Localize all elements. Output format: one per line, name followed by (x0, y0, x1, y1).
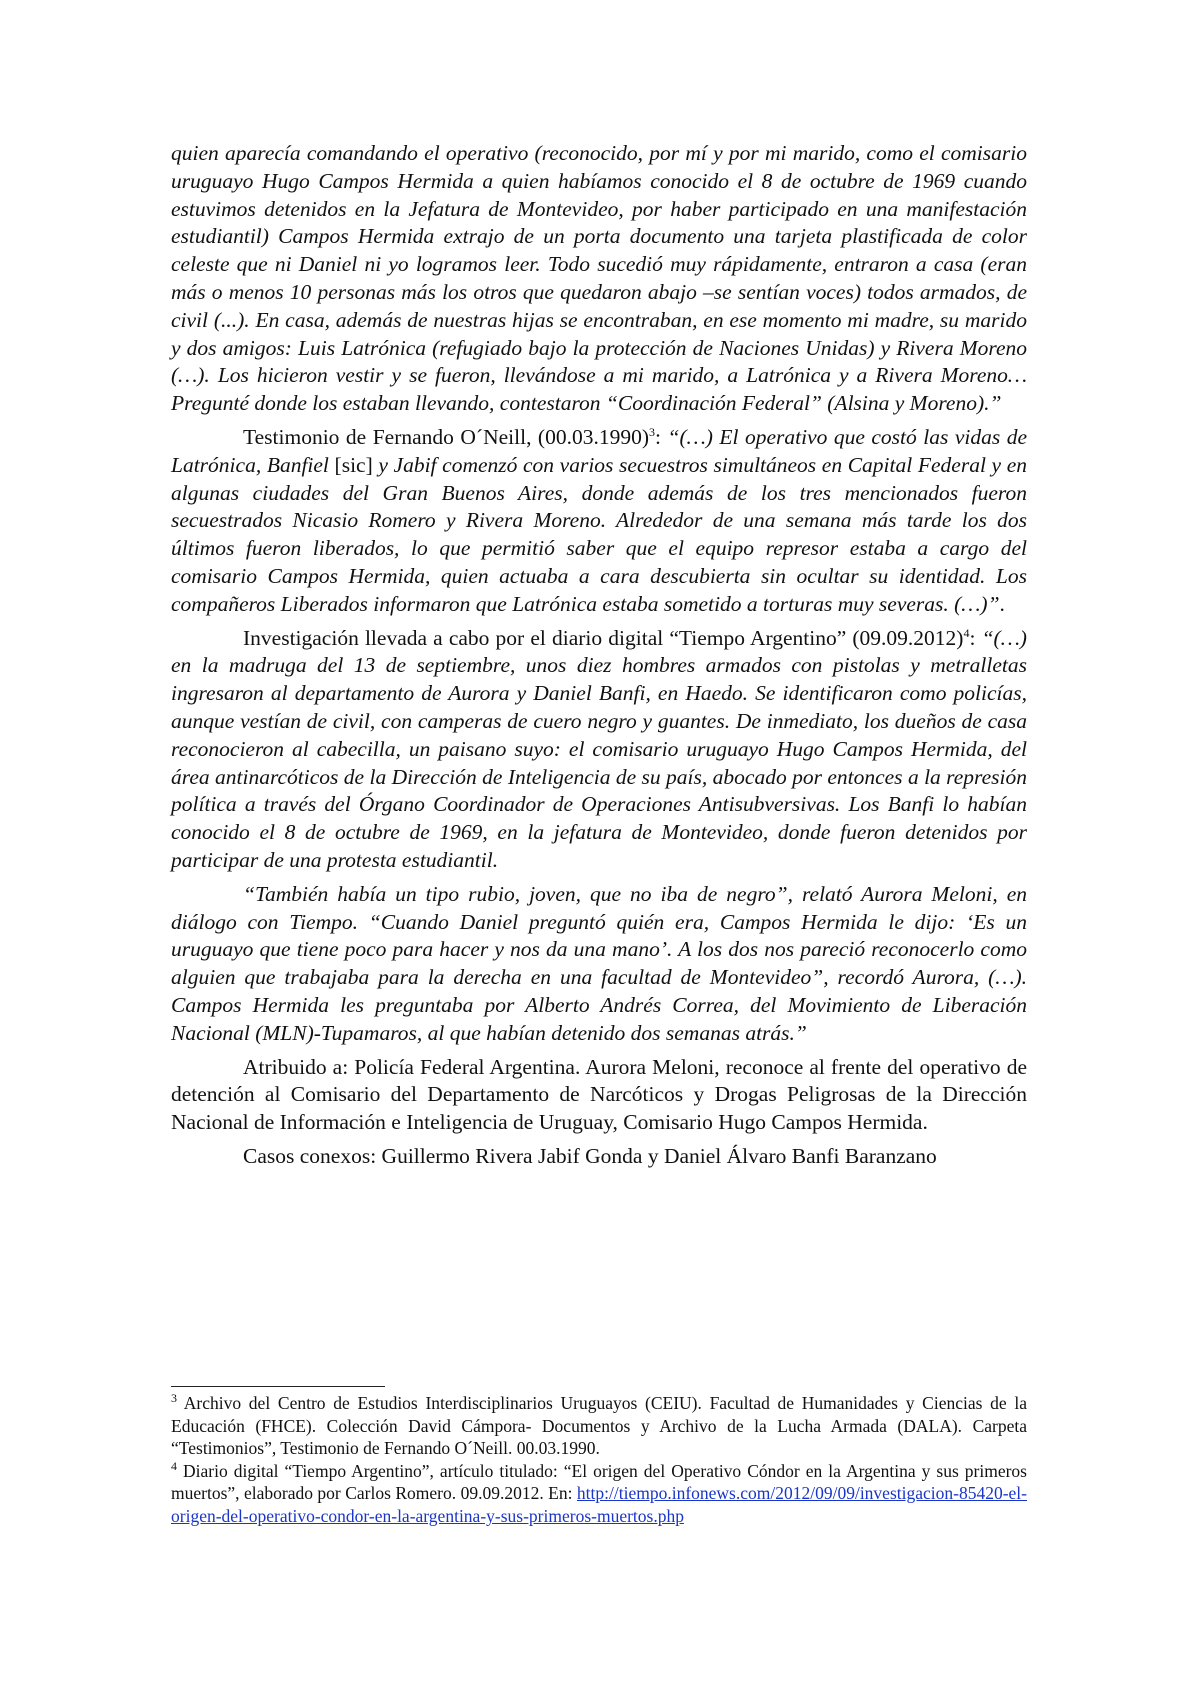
footnote-4 (171, 1460, 1027, 1528)
oneill-lead: Testimonio de Fernando O´Neill, (00.03.1990) (243, 424, 650, 449)
paragraph-oneill-testimony (171, 424, 1027, 619)
footnote-separator (171, 1386, 385, 1387)
oneill-end: . (999, 591, 1005, 616)
paragraph-related-cases (171, 1143, 1027, 1171)
paragraph-tiempo-argentino (171, 625, 1027, 875)
related-cases-text: Casos conexos: Guillermo Rivera Jabif Gonda y Daniel Álvaro Banfi Baranzano (243, 1143, 937, 1168)
paragraph-meloni-dialogue (171, 881, 1027, 1048)
oneill-quote-part-2: y Jabif comenzó con varios secuestros simultáneos en Capital Federal y en algunas ciudades del Gran Buenos Aires, donde además de los tres mencionados fueron secuestrados Nicasio Romero y Rivera Moreno. Alrededor de una semana más tarde los dos últimos fueron liberados, lo que permitió saber que el equipo represor estaba a cargo del comisario Campos Hermida, quien actuaba a cara descubierta sin ocultar su identidad. Los compañeros Liberados informaron que Latrónica estaba sometido a torturas muy severas. (…)” (171, 452, 1027, 616)
paragraph-aurora-testimony (171, 140, 1027, 418)
footnote-ref-4[interactable]: 4 (963, 625, 970, 640)
footnote-url-link[interactable]: http://tiempo.infonews.com/2012/09/09/investigacion-85420-el-origen-del-operativo-condor-en-la-argentina-y-sus-primeros-muertos.php (171, 1483, 1027, 1526)
tiempo-lead: Investigación llevada a cabo por el diario digital “Tiempo Argentino” (09.09.2012) (243, 625, 964, 650)
attributed-text: Atribuido a: Policía Federal Argentina. Aurora Meloni, reconoce al frente del operativo de detención al Comisario del Departamento de Narcóticos y Drogas Peligrosas de la Dirección Nacional de Información e Inteligencia de Uruguay, Comisario Hugo Campos Hermida. (171, 1054, 1027, 1135)
meloni-quote: “También había un tipo rubio, joven, que no iba de negro”, relató Aurora Meloni, en diálogo con Tiempo. “Cuando Daniel preguntó quién era, Campos Hermida le dijo: ‘Es un uruguayo que tiene poco para hacer y nos da una mano’. A los dos nos pareció reconocerlo como alguien que trabajaba para la derecha en una facultad de Montevideo”, recordó Aurora, (…). Campos Hermida les preguntaba por Alberto Andrés Correa, del Movimiento de Liberación Nacional (MLN)-Tupamaros, al que habían detenido dos semanas atrás.” (171, 881, 1027, 1045)
tiempo-colon: : (969, 625, 982, 650)
tiempo-quote: “(…) en la madruga del 13 de septiembre, unos diez hombres armados con pistolas y metralletas ingresaron al departamento de Aurora y Daniel Banfi, en Haedo. Se identificaron como policías, aunque vestían de civil, con camperas de cuero negro y guantes. De inmediato, los dueños de casa reconocieron al cabecilla, un paisano suyo: el comisario uruguayo Hugo Campos Hermida, del área antinarcóticos de la Dirección de Inteligencia de su país, abocado por entonces a la represión política a través del Órgano Coordinador de Operaciones Antisubversivas. Los Banfi lo habían conocido el 8 de octubre de 1969, en la jefatura de Montevideo, donde fueron detenidos por participar de una protesta estudiantil. (171, 625, 1027, 872)
footnotes-section (171, 1392, 1027, 1528)
footnote-number: 4 (171, 1458, 177, 1473)
document-body (171, 140, 1027, 1177)
footnote-text: Archivo del Centro de Estudios Interdisciplinarios Uruguayos (CEIU). Facultad de Humanidades y Ciencias de la Educación (FHCE). Colección David Cámpora- Documentos y Archivo de la Lucha Armada (DALA). Carpeta “Testimonios”, Testimonio de Fernando O´Neill. 00.03.1990. (171, 1393, 1027, 1459)
paragraph-attributed-to (171, 1054, 1027, 1137)
sic-marker: [sic] (334, 452, 373, 477)
oneill-quote-part-1: “(…) El operativo que costó las vidas de Latrónica, Banfiel (171, 424, 1027, 477)
testimony-quote-continued: quien aparecía comandando el operativo (reconocido, por mí y por mi marido, como el comisario uruguayo Hugo Campos Hermida a quien habíamos conocido el 8 de octubre de 1969 cuando estuvimos detenidos en la Jefatura de Montevideo, por haber participado en una manifestación estudiantil) Campos Hermida extrajo de un porta documento una tarjeta plastificada de color celeste que ni Daniel ni yo logramos leer. Todo sucedió muy rápidamente, entraron a casa (eran más o menos 10 personas más los otros que quedaron abajo –se sentían voces) todos armados, de civil (...). En casa, además de nuestras hijas se encontraban, en ese momento mi madre, su marido y dos amigos: Luis Latrónica (refugiado bajo la protección de Naciones Unidas) y Rivera Moreno (…). Los hicieron vestir y se fueron, llevándose a mi marido, a Latrónica y a Rivera Moreno… Pregunté donde los estaban llevando, contestaron “Coordinación Federal” (Alsina y Moreno).” (171, 141, 1027, 416)
footnote-number: 3 (171, 1391, 177, 1406)
footnote-ref-3[interactable]: 3 (649, 424, 656, 439)
oneill-colon: : (655, 424, 668, 449)
footnote-3 (171, 1392, 1027, 1460)
footnote-text: Diario digital “Tiempo Argentino”, artículo titulado: “El origen del Operativo Cóndor en la Argentina y sus primeros muertos”, elaborado por Carlos Romero. 09.09.2012. En: (171, 1460, 1027, 1504)
